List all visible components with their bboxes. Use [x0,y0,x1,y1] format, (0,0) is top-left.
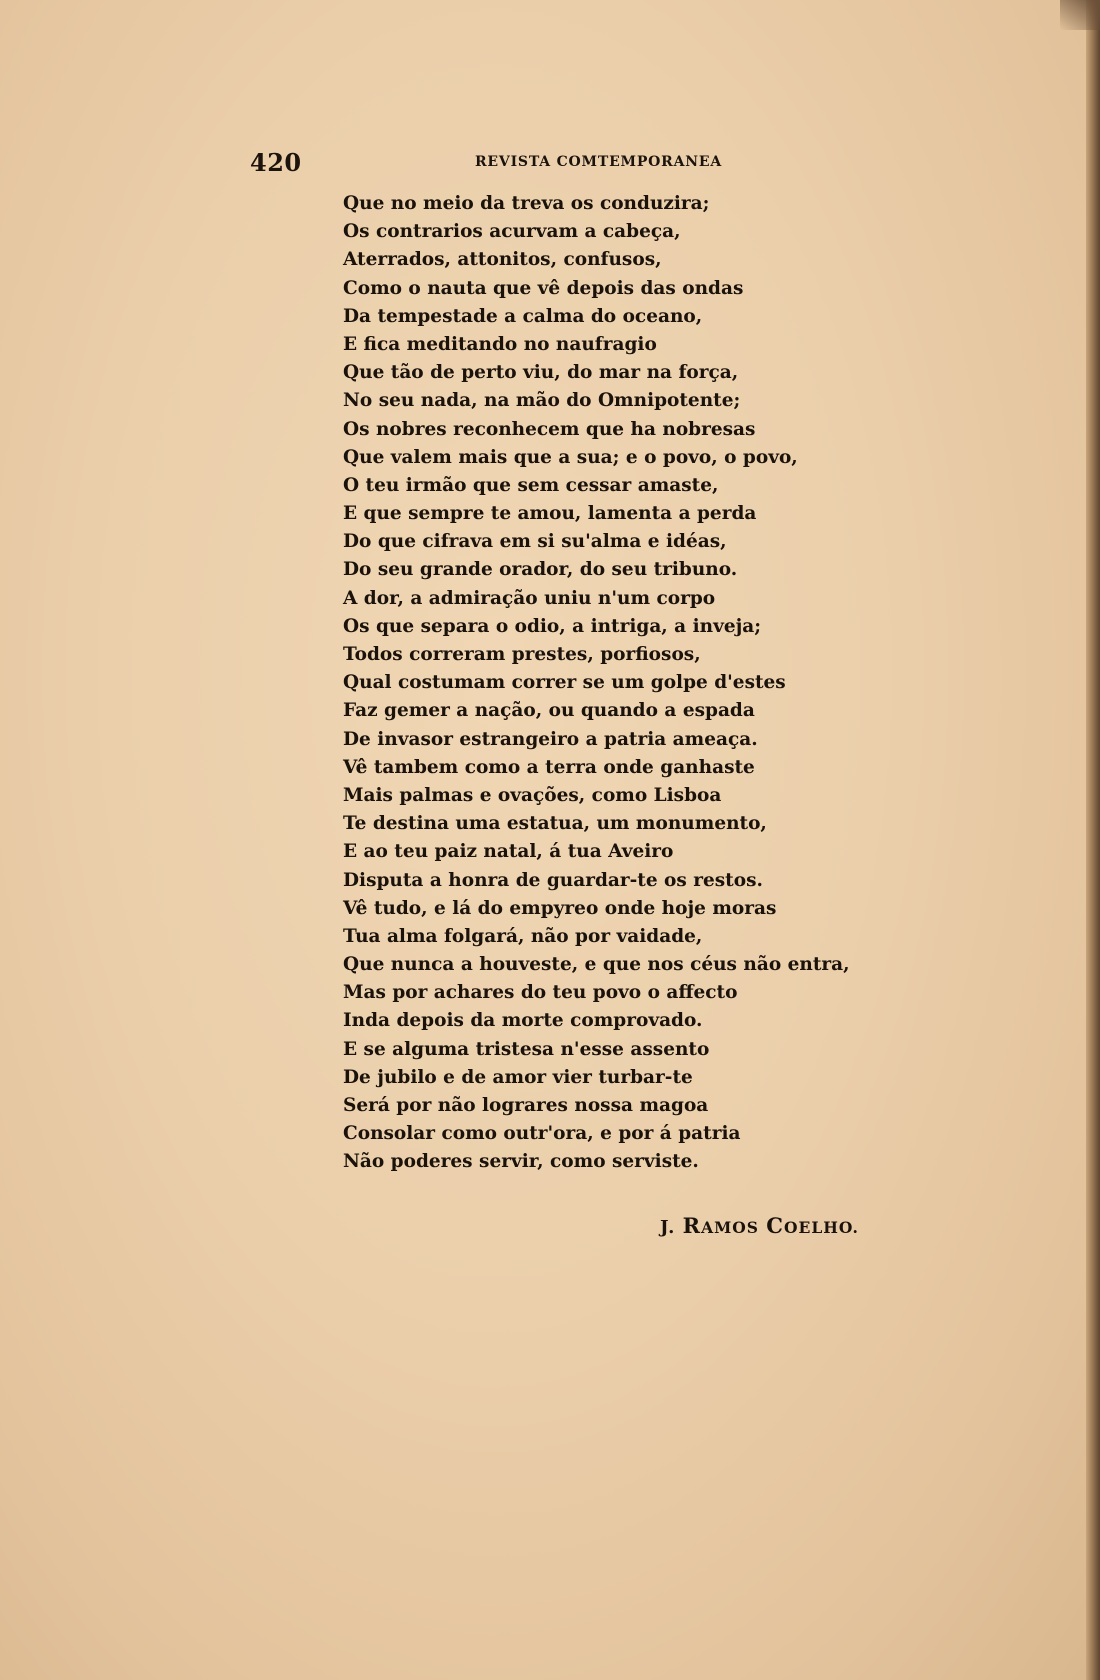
poem-line: E ao teu paiz natal, á tua Aveiro [343,841,674,863]
poem-line: Será por não lograres nossa magoa [343,1095,709,1116]
signature-first-cap: R [682,1213,702,1238]
poem-line: Que no meio da treva os conduzira; [343,193,710,214]
poem-line: O teu irmão que sem cessar amaste, [343,474,719,496]
poem-line: Faz gemer a nação, ou quando a espada [343,700,755,722]
signature-last-rest: OELHO. [784,1218,859,1237]
author-signature [660,1213,859,1238]
page-edge-shadow [1086,0,1100,1680]
poem-line: Todos correram prestes, porfiosos, [343,644,701,665]
poem-line: Consolar como outr'ora, e por á patria [343,1123,741,1145]
poem-line: E se alguma tristesa n'esse assento [343,1038,710,1060]
poem-line: Vê tambem como a terra onde ganhaste [343,756,755,778]
poem-line: A dor, a admiração uniu n'um corpo [343,587,716,609]
poem-line: Inda depois da morte comprovado. [343,1010,703,1032]
poem-line: Que tão de perto viu, do mar na força, [343,362,739,384]
poem-line: Qual costumam correr se um golpe d'estes [343,672,786,694]
poem-line: No seu nada, na mão do Omnipotente; [343,390,741,412]
page-corner-shadow [1060,0,1100,30]
poem-line: Te destina uma estatua, um monumento, [343,813,767,835]
poem-line: Do que cifrava em si su'alma e idéas, [343,531,727,553]
poem-line: Os nobres reconhecem que ha nobresas [343,418,756,440]
poem-line: Da tempestade a calma do oceano, [343,305,703,327]
poem-line: Aterrados, attonitos, confusos, [343,249,662,271]
poem-line: Vê tudo, e lá do empyreo onde hoje moras [343,897,777,919]
poem-line: Mais palmas e ovações, como Lisboa [343,784,722,806]
poem-text [343,190,863,1177]
page-header [250,148,722,178]
poem-line: E fica meditando no naufragio [343,333,657,355]
page-number: 420 [250,148,302,177]
poem-line: Que nunca a houveste, e que nos céus não entra, [343,954,850,976]
poem-line: Do seu grande orador, do seu tribuno. [343,559,738,581]
poem-line: Os contrarios acurvam a cabeça, [343,221,681,243]
signature-first-rest: AMOS [701,1218,760,1237]
poem-line: E que sempre te amou, lamenta a perda [343,503,757,525]
signature-initial: J. [660,1217,676,1238]
poem-line: Tua alma folgará, não por vaidade, [343,925,703,947]
poem-line: Mas por achares do teu povo o affecto [343,982,738,1004]
poem-line: Como o nauta que vê depois das ondas [343,277,744,299]
poem-line: Disputa a honra de guardar-te os restos. [343,869,763,891]
poem-line: Os que separa o odio, a intriga, a inveja; [343,615,762,637]
running-head: REVISTA COMTEMPORANEA [475,154,722,170]
poem-line: Que valem mais que a sua; e o povo, o povo, [343,446,798,468]
poem-line: Não poderes servir, como serviste. [343,1151,699,1173]
poem-line: De invasor estrangeiro a patria ameaça. [343,728,758,750]
signature-last-cap: C [766,1213,785,1238]
poem-line: De jubilo e de amor vier turbar-te [343,1066,693,1088]
